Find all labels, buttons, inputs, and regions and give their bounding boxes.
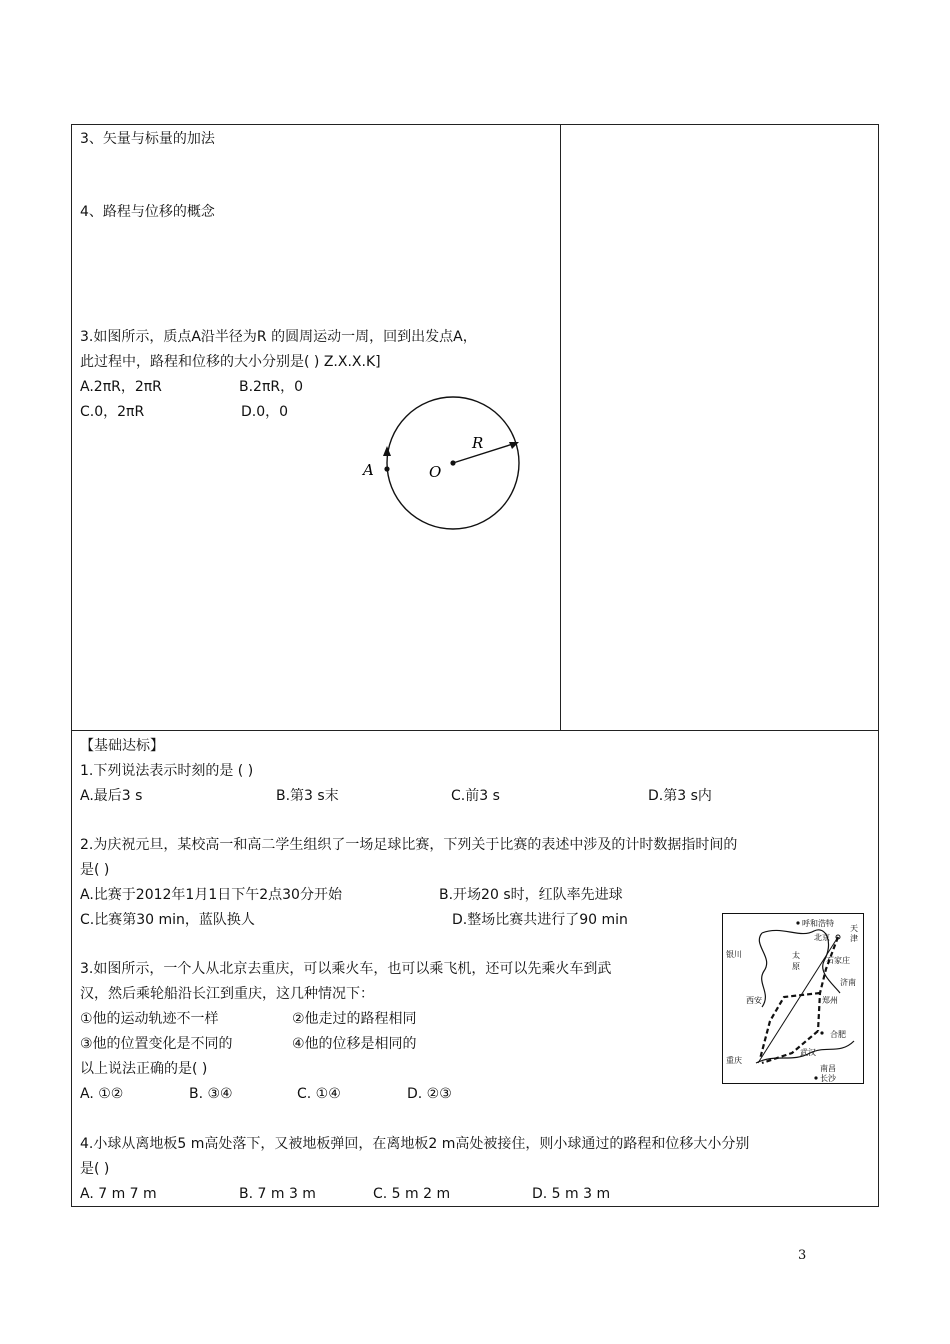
label-beijing: 北京	[814, 933, 830, 942]
item3-heading: 3、矢量与标量的加法	[80, 131, 215, 147]
label-o: O	[429, 463, 442, 481]
label-tian: 天	[850, 924, 858, 933]
label-nanchang: 南昌	[820, 1064, 836, 1073]
basics-heading: 【基础达标】	[80, 738, 164, 754]
label-wuhan: 武汉	[800, 1048, 816, 1057]
q2-option-d: D.整场比赛共进行了90 min	[452, 912, 628, 928]
q1-option-a: A.最后3 s	[80, 788, 143, 804]
label-tai: 太	[792, 951, 800, 960]
circle-motion-figure	[355, 388, 535, 538]
q3-stem: 以上说法正确的是( )	[80, 1061, 208, 1077]
label-huhehaote: 呼和浩特	[802, 919, 834, 928]
q3-option-a: A. ①②	[80, 1086, 124, 1102]
point-a	[384, 466, 389, 471]
label-a: A	[363, 461, 374, 479]
city-dot	[820, 1031, 823, 1034]
q4-line1: 4.小球从离地板5 m高处落下，又被地板弹回，在离地板2 m高处被接住，则小球通过的路程和位移大小分别	[80, 1136, 750, 1152]
q1-option-c: C.前3 s	[451, 788, 500, 804]
q3-option-d: D. ②③	[407, 1086, 452, 1102]
example-option-c: C.0，2πR	[80, 404, 145, 420]
q3-option-b: B. ③④	[189, 1086, 233, 1102]
row-divider	[71, 730, 879, 731]
q2-option-b: B.开场20 s时，红队率先进球	[439, 887, 623, 903]
column-divider	[560, 124, 561, 731]
china-route-map	[722, 913, 864, 1084]
q4-option-d: D. 5 m 3 m	[532, 1186, 611, 1202]
q2-line2: 是( )	[80, 862, 110, 878]
q4-option-a: A. 7 m 7 m	[80, 1186, 157, 1202]
q3-line1: 3.如图所示，一个人从北京去重庆，可以乘火车，也可以乘飞机，还可以先乘火车到武	[80, 961, 612, 977]
example-option-b: B.2πR，0	[239, 379, 304, 395]
q3-statement-2: ②他走过的路程相同	[292, 1011, 417, 1027]
q1-option-b: B.第3 s末	[276, 788, 339, 804]
label-r: R	[472, 434, 484, 452]
q3-option-c: C. ①④	[297, 1086, 341, 1102]
q4-option-b: B. 7 m 3 m	[239, 1186, 316, 1202]
q3-statement-3: ③他的位置变化是不同的	[80, 1036, 233, 1052]
example-option-d: D.0，0	[241, 404, 289, 420]
example-line1: 3.如图所示，质点A沿半径为R 的圆周运动一周，回到出发点A，	[80, 329, 477, 345]
q2-option-a: A.比赛于2012年1月1日下午2点30分开始	[80, 887, 342, 903]
label-yuan: 原	[792, 962, 800, 971]
label-xian: 西安	[746, 996, 762, 1005]
q3-statement-4: ④他的位移是相同的	[292, 1036, 417, 1052]
radius-line	[453, 443, 516, 463]
label-shijiazhuang: 石家庄	[826, 956, 850, 965]
motion-arrow-icon	[383, 446, 391, 456]
q1-stem: 1.下列说法表示时刻的是 ( )	[80, 763, 254, 779]
label-chongqing: 重庆	[726, 1056, 742, 1065]
page-number: 3	[798, 1248, 807, 1263]
label-yinchuan: 银川	[726, 950, 742, 959]
label-zhengzhou: 郑州	[822, 996, 838, 1005]
q3-statement-1: ①他的运动轨迹不一样	[80, 1011, 219, 1027]
city-dot	[796, 921, 799, 924]
q2-option-c: C.比赛第30 min，蓝队换人	[80, 912, 255, 928]
label-changsha: 长沙	[820, 1074, 836, 1083]
q3-line2: 汉，然后乘轮船沿长江到重庆，这几种情况下：	[80, 986, 374, 1002]
label-hefei: 合肥	[830, 1030, 846, 1039]
q4-option-c: C. 5 m 2 m	[373, 1186, 451, 1202]
label-jinan: 济南	[840, 978, 856, 987]
example-line2: 此过程中，路程和位移的大小分别是( ) Z.X.X.K]	[80, 354, 381, 370]
item4-heading: 4、路程与位移的概念	[80, 204, 215, 220]
example-option-a: A.2πR，2πR	[80, 379, 162, 395]
q2-line1: 2.为庆祝元旦，某校高一和高二学生组织了一场足球比赛，下列关于比赛的表述中涉及的计时数据指时间的	[80, 837, 738, 853]
q4-line2: 是( )	[80, 1161, 110, 1177]
q1-option-d: D.第3 s内	[648, 788, 712, 804]
city-dot	[814, 1076, 817, 1079]
center-point	[450, 460, 455, 465]
label-jin: 津	[850, 934, 858, 943]
